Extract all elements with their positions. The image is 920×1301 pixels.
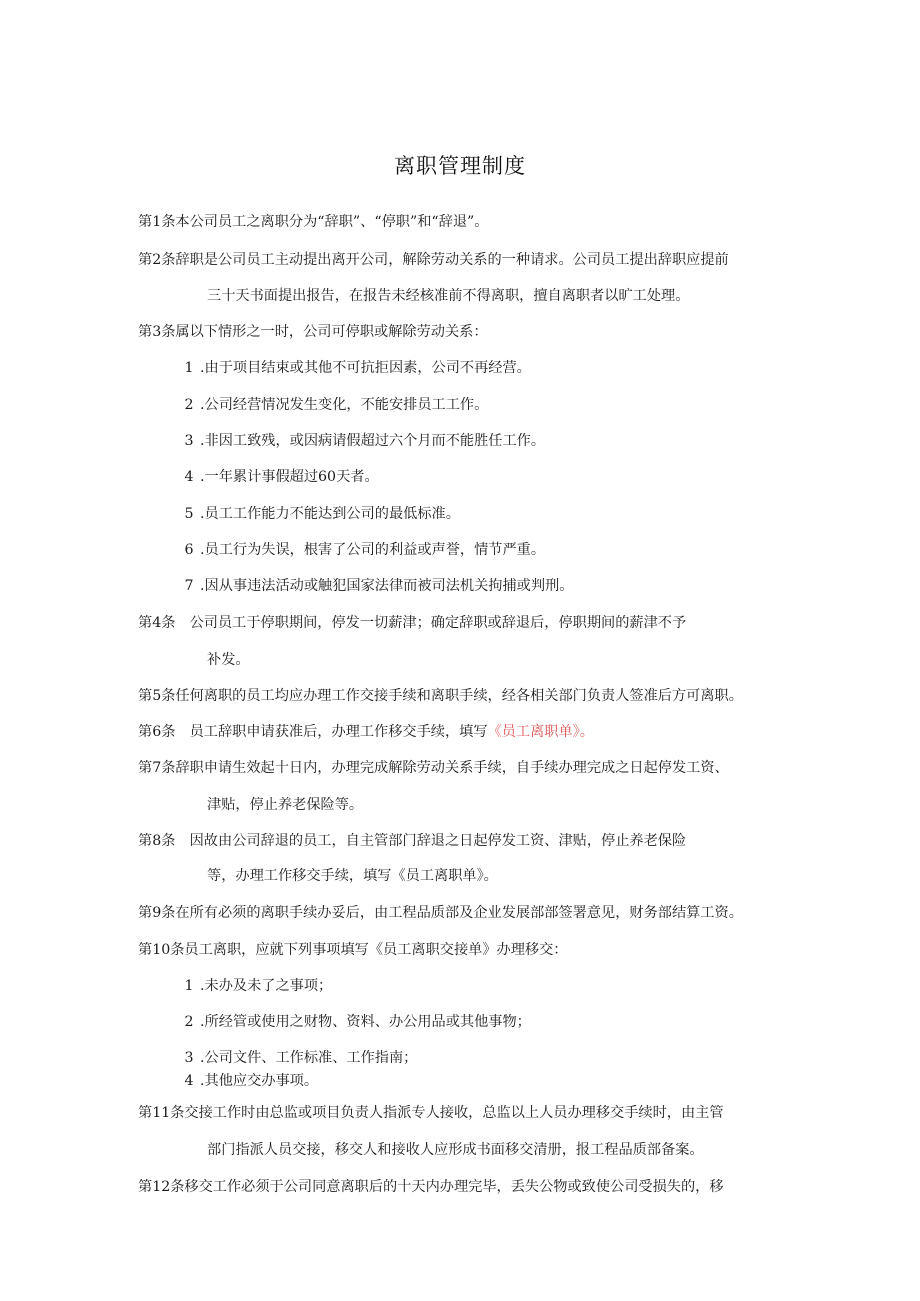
- article-2-line-2: 三十天书面提出报告，在报告未经核准前不得离职，擅自离职者以旷工处理。: [207, 288, 690, 304]
- item-text: .其他应交办事项。: [200, 1073, 319, 1089]
- item-number: 4: [184, 469, 194, 485]
- item-number: 3: [184, 1050, 194, 1066]
- item-text: .所经管或使用之财物、资料、办公用品或其他事物；: [200, 1014, 531, 1030]
- article-5: 第5条任何离职的员工均应办理工作交接手续和离职手续，经各相关部门负责人签准后方可离职。: [138, 688, 743, 704]
- item-number: 6: [184, 542, 194, 558]
- article-8-line-1: 第8条 因故由公司辞退的员工，自主管部门辞退之日起停发工资、津贴，停止养老保险: [138, 833, 687, 849]
- article-10-item: [178, 1012, 531, 1032]
- item-text: .因从事违法活动或触犯国家法律而被司法机关拘捕或判刑。: [200, 578, 574, 594]
- article-10-item: [178, 976, 332, 996]
- item-number: 1: [184, 360, 194, 376]
- item-text: .公司文件、工作标准、工作指南；: [200, 1050, 418, 1066]
- article-3-item: [178, 395, 488, 415]
- article-6-form-name: 《员工离职单》。: [487, 724, 594, 740]
- item-text: .由于项目结束或其他不可抗拒因素，公司不再经营。: [200, 360, 531, 376]
- article-3-item: [178, 431, 545, 451]
- article-6: [138, 722, 594, 742]
- article-11-line-2: 部门指派人员交接，移交人和接收人应形成书面移交清册，报工程品质部备案。: [207, 1142, 704, 1158]
- article-4-line-1: 第4条 公司员工于停职期间，停发一切薪津；确定辞职或辞退后，停职期间的薪津不予: [138, 615, 687, 631]
- article-9: 第9条在所有必须的离职手续办妥后，由工程品质部及企业发展部部签署意见，财务部结算工资。: [138, 905, 743, 921]
- article-8-line-2: 等，办理工作移交手续，填写《员工离职单》。: [207, 868, 498, 884]
- article-3-item: [178, 358, 531, 378]
- item-number: 3: [184, 433, 194, 449]
- item-number: 2: [184, 397, 194, 413]
- item-number: 1: [184, 978, 194, 994]
- article-3-item: [178, 576, 573, 596]
- article-6-text: 第6条 员工辞职申请获准后，办理工作移交手续，填写: [138, 724, 488, 740]
- item-text: .员工行为失误，根害了公司的利益或声誉，情节严重。: [200, 542, 546, 558]
- article-12-line-1: 第12条移交工作必须于公司同意离职后的十天内办理完毕，丢失公物或致使公司受损失的，移: [138, 1179, 724, 1195]
- item-number: 2: [184, 1014, 194, 1030]
- page-title: 离职管理制度: [394, 154, 526, 178]
- item-text: .非因工致残，或因病请假超过六个月而不能胜任工作。: [200, 433, 546, 449]
- item-number: 7: [184, 578, 194, 594]
- item-number: 4: [184, 1073, 194, 1089]
- item-text: .一年累计事假超过60天者。: [200, 469, 379, 485]
- item-text: .未办及未了之事项；: [200, 978, 333, 994]
- article-10-item: [178, 1071, 318, 1091]
- article-3: 第3条属以下情形之一时，公司可停职或解除劳动关系：: [138, 324, 488, 340]
- article-3-item: [178, 467, 379, 487]
- article-7-line-2: 津贴，停止养老保险等。: [207, 797, 364, 813]
- article-11-line-1: 第11条交接工作时由总监或项目负责人指派专人接收，总监以上人员办理移交手续时，由主管: [138, 1105, 724, 1121]
- article-7-line-1: 第7条辞职申请生效起十日内，办理完成解除劳动关系手续，自手续办理完成之日起停发工资、: [138, 760, 729, 776]
- article-2-line-1: 第2条辞职是公司员工主动提出离开公司，解除劳动关系的一种请求。公司员工提出辞职应提前: [138, 252, 729, 268]
- item-text: .公司经营情况发生变化，不能安排员工工作。: [200, 397, 489, 413]
- article-3-item: [178, 504, 460, 524]
- article-4-line-2: 补发。: [207, 652, 250, 668]
- item-number: 5: [184, 506, 194, 522]
- article-10: 第10条员工离职，应就下列事项填写《员工离职交接单》办理移交：: [138, 942, 568, 958]
- article-10-item: [178, 1048, 417, 1068]
- article-1: 第1条本公司员工之离职分为“辞职”、“停职”和“辞退”。: [138, 214, 489, 230]
- item-text: .员工工作能力不能达到公司的最低标准。: [200, 506, 460, 522]
- article-3-item: [178, 540, 545, 560]
